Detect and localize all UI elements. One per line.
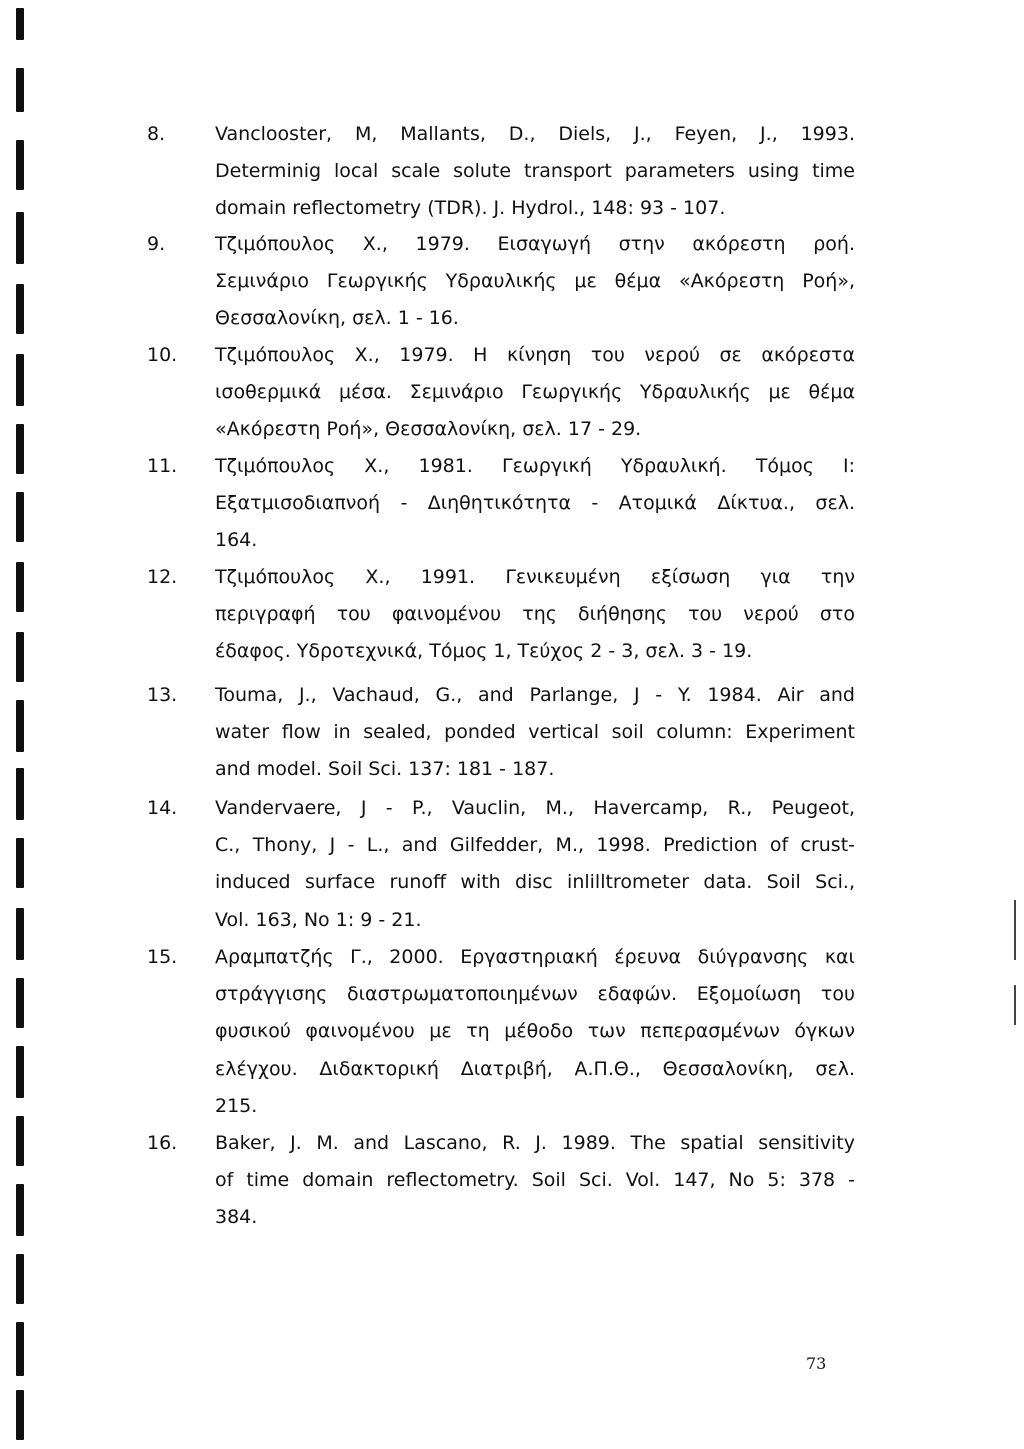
reference-line: φυσικού φαινομένου με τη μέθοδο των πεπερασμένων όγκων [215,1020,855,1043]
reference-line: Baker, J. M. and Lascano, R. J. 1989. The spatial sensitivity [215,1132,855,1154]
reference-line: ελέγχου. Διδακτορική Διατριβή, Α.Π.Θ., Θεσσαλονίκη, σελ. [215,1057,855,1080]
reference-number: 9. [147,233,166,255]
reference-line: 215. [215,1094,258,1117]
reference-line: domain reflectometry (TDR). J. Hydrol., 148: 93 - 107. [215,197,726,220]
reference-line: induced surface runoff with disc inlilltrometer data. Soil Sci., [215,871,855,894]
reference-line: Vol. 163, No 1: 9 - 21. [215,908,422,931]
reference-line: Σεμινάριο Γεωργικής Υδραυλικής με θέμα «Ακόρεστη Ροή», [215,270,855,293]
reference-number: 11. [147,455,178,477]
reference-line: Vanclooster, M, Mallants, D., Diels, J., Feyen, J., 1993. [215,123,855,145]
scan-edge-line [1014,900,1016,960]
reference-number: 15. [147,946,178,968]
reference-line: Θεσσαλονίκη, σελ. 1 - 16. [215,307,459,330]
reference-line: Vandervaere, J - P., Vauclin, M., Havercamp, R., Peugeot, [215,797,855,819]
reference-number: 14. [147,797,178,819]
reference-line: ισοθερμικά μέσα. Σεμινάριο Γεωργικής Υδραυλικής με θέμα [215,381,855,404]
reference-line: Τζιμόπουλος Χ., 1979. Η κίνηση του νερού σε ακόρεστα [215,344,855,366]
reference-line: «Ακόρεστη Ροή», Θεσσαλονίκη, σελ. 17 - 29. [215,418,642,441]
reference-line: έδαφος. Υδροτεχνικά, Τόμος 1, Τεύχος 2 - 3, σελ. 3 - 19. [215,640,753,663]
scan-edge-line [1014,985,1016,1025]
reference-line: Εξατμισοδιαπνοή - Διηθητικότητα - Ατομικά Δίκτυα., σελ. [215,492,855,515]
page-number: 73 [806,1354,827,1373]
reference-line: Τζιμόπουλος Χ., 1991. Γενικευμένη εξίσωση για την [215,566,855,588]
reference-line: C., Thony, J - L., and Gilfedder, M., 1998. Prediction of crust- [215,834,855,857]
reference-line: Αραμπατζής Γ., 2000. Εργαστηριακή έρευνα διύγρανσης και [215,946,855,968]
reference-line: περιγραφή του φαινομένου της διήθησης του νερού στο [215,603,855,626]
reference-number: 16. [147,1132,178,1154]
reference-line: 164. [215,529,258,552]
reference-number: 8. [147,123,166,145]
reference-number: 10. [147,344,178,366]
reference-line: of time domain reflectometry. Soil Sci. Vol. 147, No 5: 378 - [215,1169,855,1192]
reference-line: Τζιμόπουλος Χ., 1981. Γεωργική Υδραυλική. Τόμος Ι: [215,455,855,477]
reference-line: water flow in sealed, ponded vertical soil column: Experiment [215,721,855,744]
reference-line: στράγγισης διαστρωματοποιημένων εδαφών. Εξομοίωση του [215,983,855,1006]
reference-number: 12. [147,566,178,588]
reference-line: 384. [215,1206,258,1229]
reference-number: 13. [147,684,178,706]
reference-line: Determinig local scale solute transport parameters using time [215,160,855,183]
reference-line: Touma, J., Vachaud, G., and Parlange, J - Y. 1984. Air and [215,684,855,706]
reference-line: Τζιμόπουλος Χ., 1979. Εισαγωγή στην ακόρεστη ροή. [215,233,855,255]
reference-line: and model. Soil Sci. 137: 181 - 187. [215,758,555,781]
